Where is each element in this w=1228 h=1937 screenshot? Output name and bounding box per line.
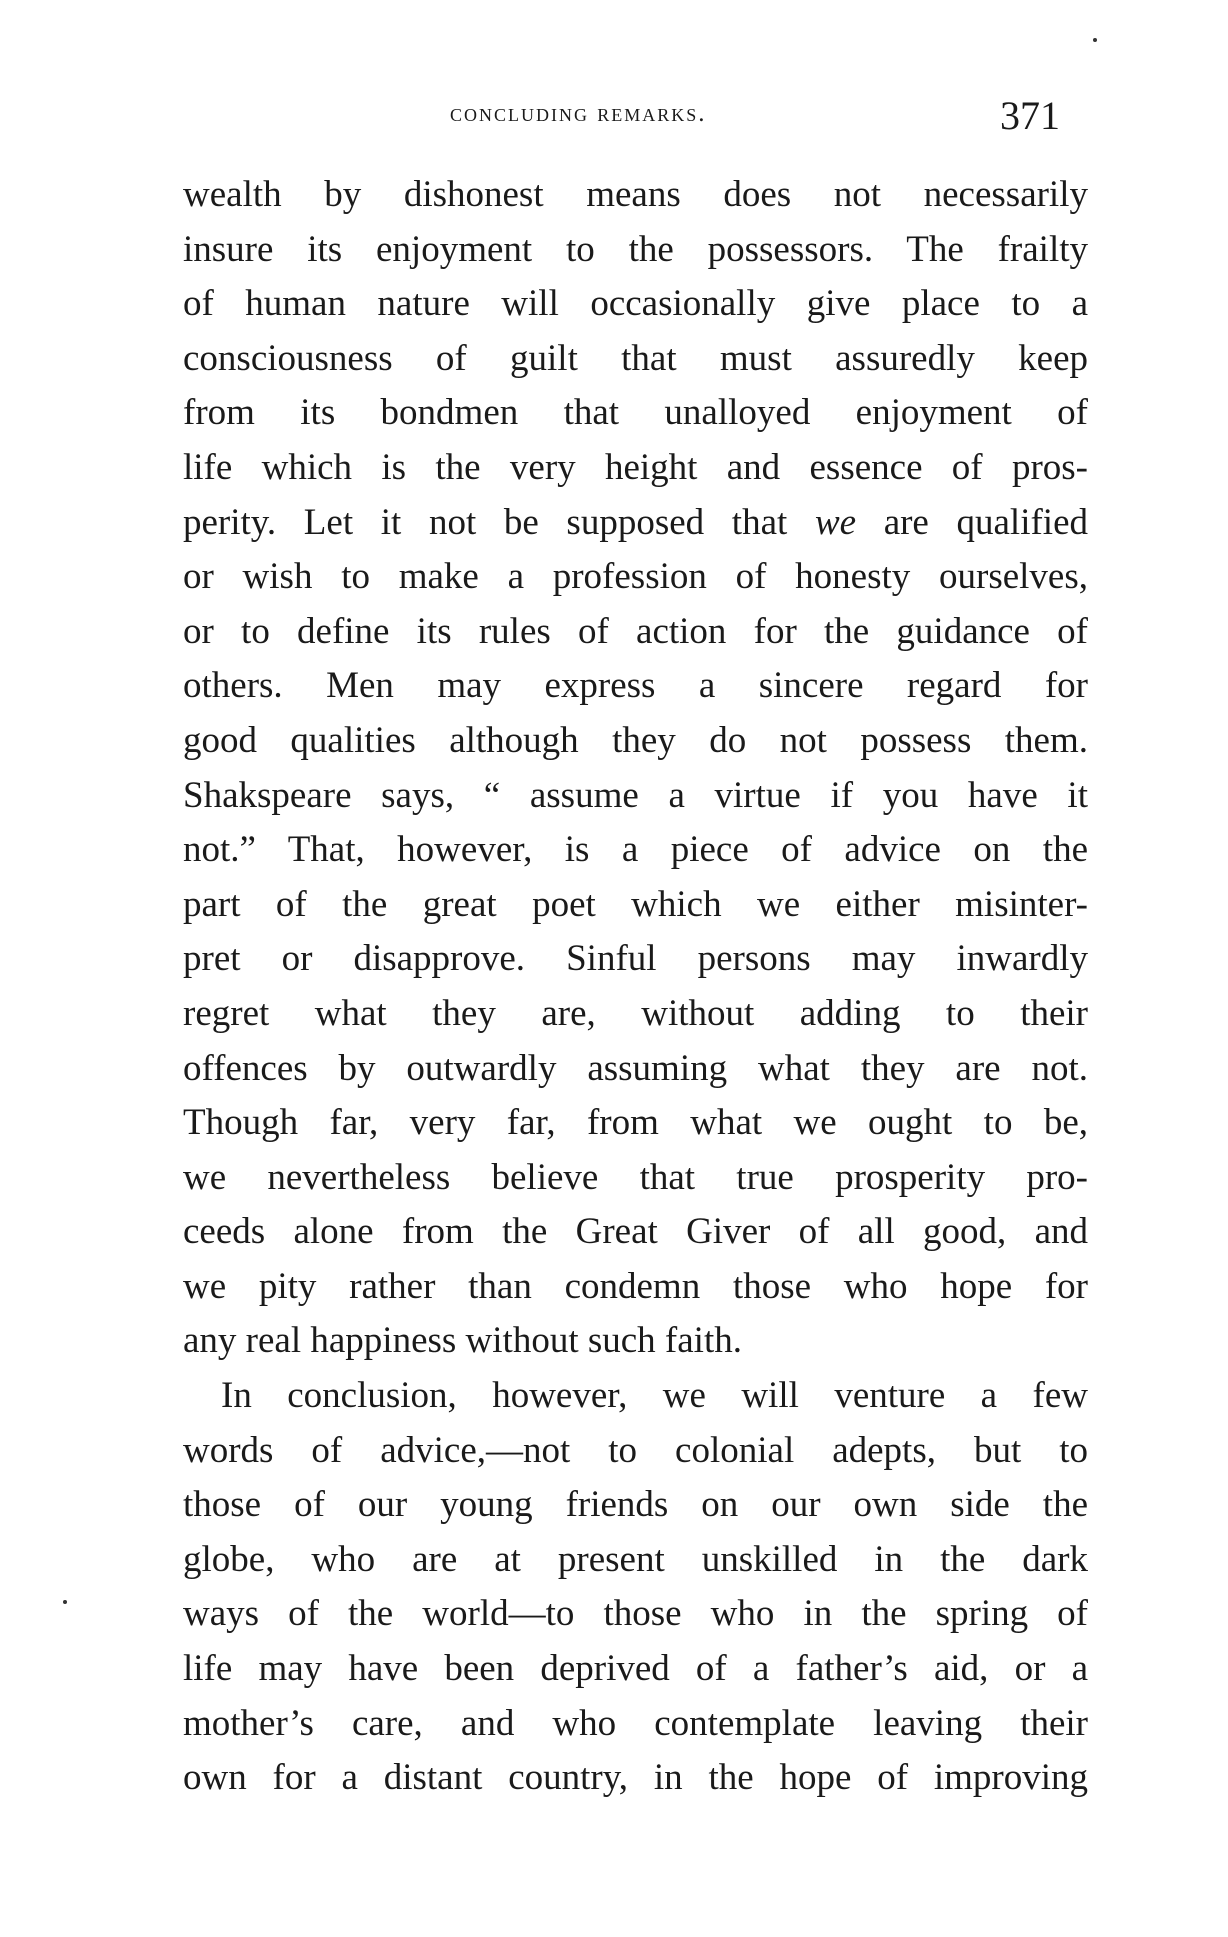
text-line: Though far, very far, from what we ought to be, <box>183 1102 1088 1144</box>
text-line: regret what they are, without adding to their <box>183 992 1088 1034</box>
text-line <box>183 496 1088 551</box>
page-number: 371 <box>1000 93 1060 138</box>
text-line: we nevertheless believe that true prosperity pro- <box>183 1156 1088 1198</box>
text-line: part of the great poet which we either misinter- <box>183 883 1088 925</box>
text-line: Shakspeare says, “ assume a virtue if you have it <box>183 774 1088 816</box>
text-line: not.” That, however, is a piece of advice on the <box>183 829 1088 871</box>
print-speck <box>63 1600 67 1604</box>
text-line: ceeds alone from the Great Giver of all good, and <box>183 1211 1088 1253</box>
text-line: good qualities although they do not possess them. <box>183 719 1088 761</box>
text-line: of human nature will occasionally give place to a <box>183 283 1088 325</box>
paragraph-2 <box>183 1369 1088 1806</box>
text-line: or wish to make a profession of honesty ourselves, <box>183 556 1088 598</box>
text-line: those of our young friends on our own side the <box>183 1484 1088 1526</box>
text-line: we pity rather than condemn those who hope for <box>183 1265 1088 1307</box>
text-line: any real happiness without such faith. <box>183 1320 742 1362</box>
text-line: globe, who are at present unskilled in the dark <box>183 1538 1088 1580</box>
text-line: or to define its rules of action for the guidance of <box>183 610 1088 652</box>
text-line: mother’s care, and who contemplate leaving their <box>183 1702 1088 1744</box>
text-line: ways of the world—to those who in the spring of <box>183 1593 1088 1635</box>
paragraph-1 <box>183 168 1088 1369</box>
text-line: consciousness of guilt that must assuredly keep <box>183 337 1088 379</box>
text-segment: perity. Let it not be supposed that <box>183 501 815 543</box>
text-line: offences by outwardly assuming what they are not. <box>183 1047 1088 1089</box>
running-head <box>0 92 1228 152</box>
text-line: words of advice,—not to colonial adepts, but to <box>183 1429 1088 1471</box>
text-line: life may have been deprived of a father’s aid, or a <box>183 1648 1088 1690</box>
text-line: life which is the very height and essence of pros- <box>183 446 1088 488</box>
text-line: from its bondmen that unalloyed enjoyment of <box>183 392 1088 434</box>
text-line: In conclusion, however, we will venture a few <box>221 1375 1088 1417</box>
emphasis-we: we <box>814 501 857 543</box>
text-line: others. Men may express a sincere regard for <box>183 665 1088 707</box>
text-line: pret or disapprove. Sinful persons may inwardly <box>183 938 1088 980</box>
body-text <box>183 168 1088 1806</box>
text-line: own for a distant country, in the hope of improving <box>183 1757 1088 1799</box>
print-speck <box>1093 38 1097 42</box>
running-title: concluding remarks. <box>450 100 707 127</box>
text-line: wealth by dishonest means does not necessarily <box>183 174 1088 215</box>
text-line: insure its enjoyment to the possessors. The frailty <box>183 228 1088 270</box>
text-segment: are qualified <box>856 501 1088 543</box>
